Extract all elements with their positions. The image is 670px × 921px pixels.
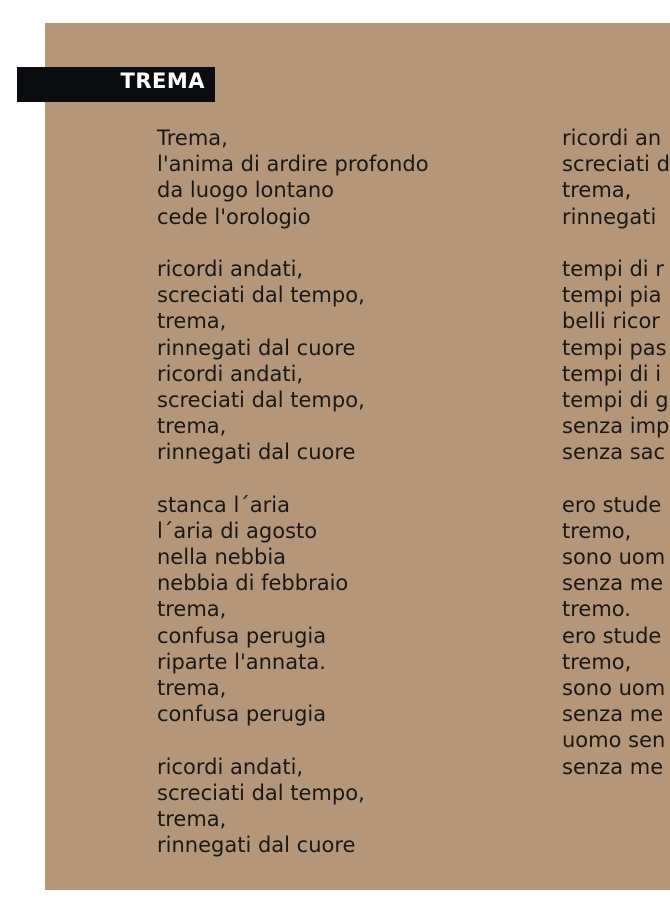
poem-line: ero stude — [562, 623, 662, 648]
poem-line: tremo, — [562, 649, 632, 674]
poem-line: confusa perugia — [157, 623, 327, 648]
poem-line: senza sac — [562, 440, 666, 465]
stanza — [157, 754, 429, 859]
stanza — [562, 492, 670, 780]
poem-line: tempi di r — [562, 256, 664, 281]
poem-line: screciati dal tempo, — [157, 387, 365, 412]
poem-line: sono uom — [562, 675, 666, 700]
title-banner — [17, 67, 215, 102]
poem-line: Trema, — [157, 126, 228, 150]
poem-line: sono uom — [562, 545, 666, 569]
poem-line: tempi pia — [562, 283, 662, 308]
poem-line: l´aria di agosto — [157, 518, 318, 543]
stanza — [157, 256, 429, 466]
poem-line: nebbia di febbraio — [157, 571, 349, 596]
poem-line: trema, — [562, 178, 632, 203]
poem-line: confusa perugia — [157, 702, 327, 727]
poem-line: tempi di g — [562, 387, 669, 412]
poem-title: TREMA — [120, 69, 205, 93]
poem-line: trema, — [157, 597, 227, 622]
stanza — [562, 256, 670, 466]
poem-line: stanca l´aria — [157, 492, 290, 517]
poem-line: trema, — [157, 309, 227, 334]
poem-line: uomo sen — [562, 728, 666, 753]
poem-line: rinnegati — [562, 204, 657, 229]
poem-line: rinnegati dal cuore — [157, 440, 356, 465]
poem-line: ricordi andati, — [157, 361, 304, 386]
left-poem-column — [157, 125, 429, 858]
poem-line: screciati dal tempo, — [157, 283, 365, 308]
stanza — [562, 125, 670, 230]
poem-line: trema, — [157, 414, 227, 439]
poem-line: trema, — [157, 806, 227, 831]
poem-line: ricordi andati, — [157, 754, 304, 779]
poem-line: tempi pas — [562, 335, 667, 360]
stanza — [157, 125, 429, 230]
poem-line: tempi di i — [562, 361, 662, 386]
poem-line: screciati d — [562, 152, 670, 177]
poem-line: senza me — [562, 702, 664, 727]
poem-line: tremo, — [562, 518, 632, 543]
poem-line: rinnegati dal cuore — [157, 335, 356, 360]
poem-line: senza imp — [562, 414, 670, 439]
poem-line: screciati dal tempo, — [157, 780, 365, 805]
poem-line: belli ricor — [562, 309, 660, 334]
poem-line: ricordi an — [562, 126, 662, 150]
poem-line: l'anima di ardire profondo — [157, 152, 429, 177]
poem-line: da luogo lontano — [157, 178, 334, 203]
poem-line: rinnegati dal cuore — [157, 833, 356, 858]
poem-line: cede l'orologio — [157, 204, 311, 229]
poem-line: ricordi andati, — [157, 256, 304, 281]
poem-line: riparte l'annata. — [157, 649, 326, 674]
right-poem-column — [562, 125, 670, 780]
poem-line: tremo. — [562, 597, 631, 622]
stanza — [157, 492, 429, 728]
poem-line: trema, — [157, 675, 227, 700]
poem-line: nella nebbia — [157, 545, 287, 569]
poem-line: senza me — [562, 754, 664, 779]
poem-line: ero stude — [562, 492, 662, 517]
poem-line: senza me — [562, 571, 664, 596]
